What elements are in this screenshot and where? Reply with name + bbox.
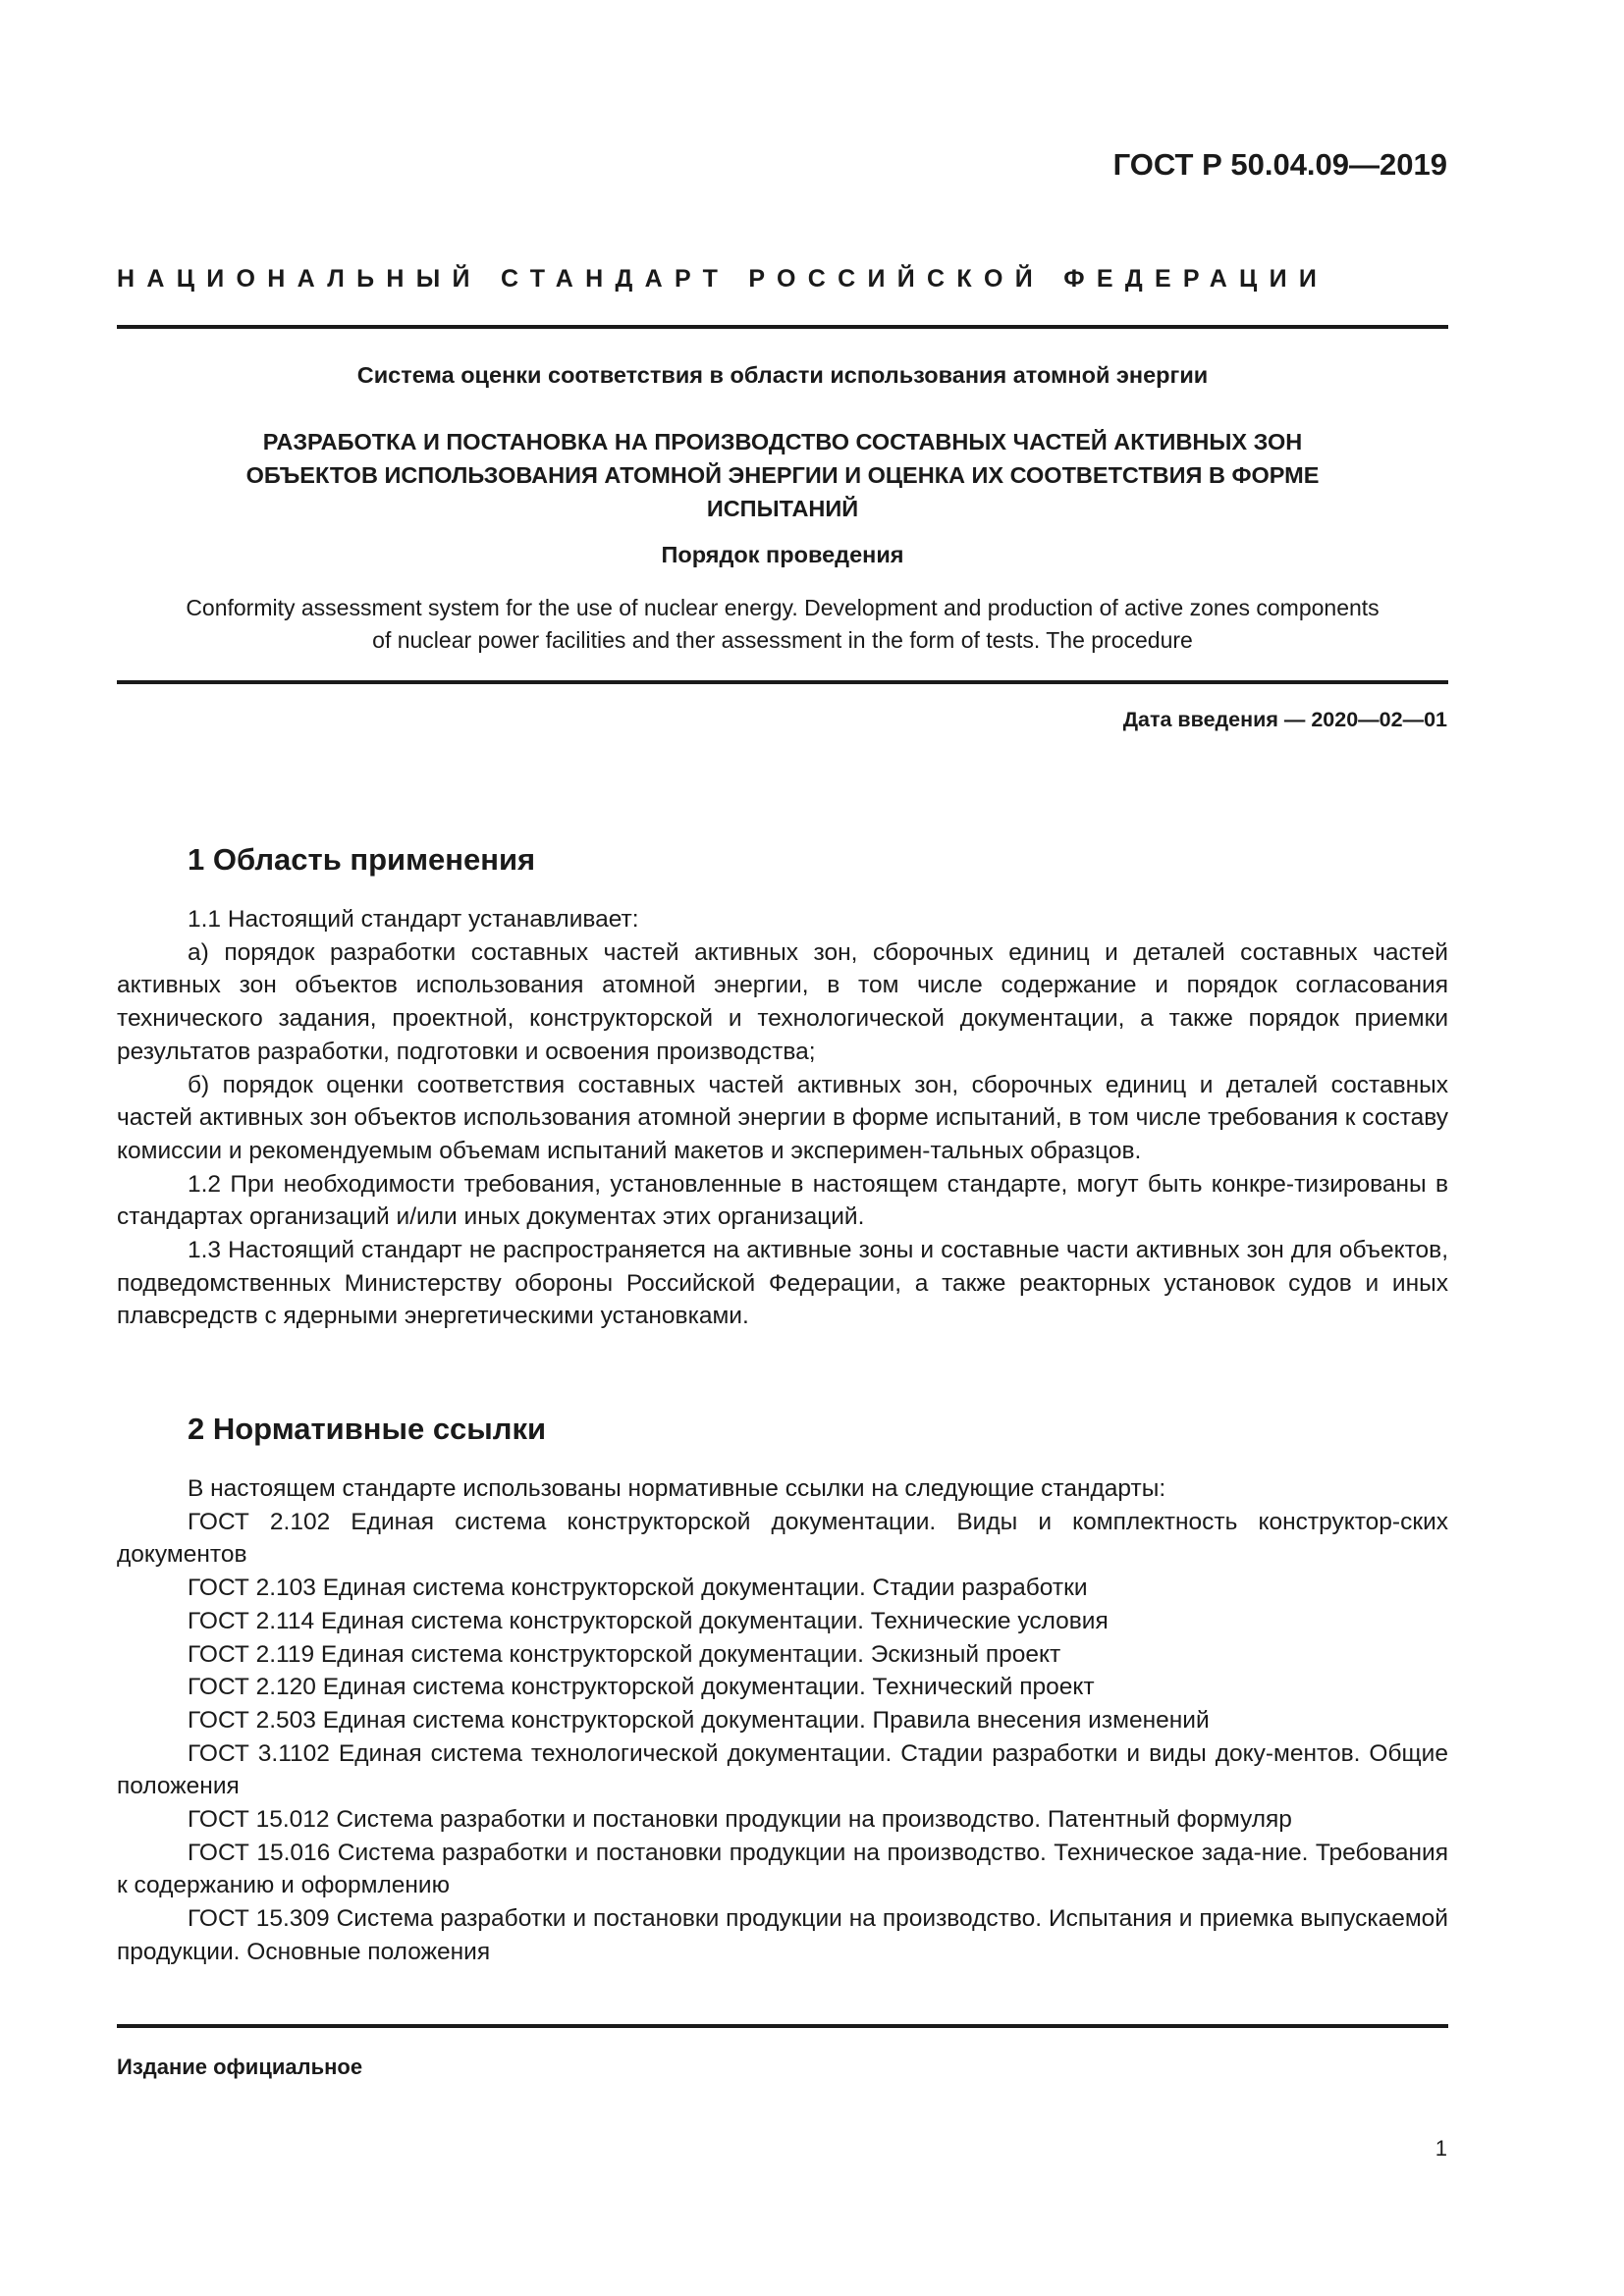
paragraph: 1.1 Настоящий стандарт устанавливает:: [188, 906, 639, 933]
reference-item: ГОСТ 2.120 Единая система конструкторской документации. Технический проект: [188, 1674, 1095, 1701]
system-name: Система оценки соответствия в области использования атомной энергии: [356, 362, 1209, 388]
title-line: ОБЪЕКТОВ ИСПОЛЬЗОВАНИЯ АТОМНОЙ ЭНЕРГИИ И ОЦЕНКА ИХ СООТВЕТСТВИЯ В ФОРМЕ: [245, 462, 1320, 488]
document-subtitle: Порядок проведения: [661, 542, 904, 567]
national-standard-label: НАЦИОНАЛЬНЫЙ СТАНДАРТ РОССИЙСКОЙ ФЕДЕРАЦИИ: [117, 265, 1329, 293]
page-number: 1: [1435, 2136, 1447, 2161]
english-title-line: Conformity assessment system for the use of nuclear energy. Development and production of active zones components: [186, 595, 1380, 620]
header-divider: [117, 325, 1448, 329]
paragraph: а) порядок разработки составных частей активных зон, сборочных единиц и деталей составных частей активных зон объектов использования атомной энергии, в том числе содержание и порядок согласования технического задания, проектной, конструкторской и технологической документации, а также порядок приемки результатов разработки, подготовки и освоения производства;: [117, 938, 1448, 1065]
title-line: РАЗРАБОТКА И ПОСТАНОВКА НА ПРОИЗВОДСТВО СОСТАВНЫХ ЧАСТЕЙ АКТИВНЫХ ЗОН: [262, 429, 1303, 454]
footer-divider: [117, 2024, 1448, 2028]
official-edition-label: Издание официальное: [117, 2055, 363, 2079]
reference-item: ГОСТ 2.503 Единая система конструкторской документации. Правила внесения изменений: [188, 1706, 1210, 1734]
section-2-body: [117, 1472, 1448, 1969]
reference-item: ГОСТ 2.119 Единая система конструкторской документации. Эскизный проект: [188, 1640, 1061, 1668]
document-title: [117, 425, 1448, 525]
title-line: ИСПЫТАНИЙ: [706, 496, 859, 521]
reference-item: ГОСТ 15.309 Система разработки и постановки продукции на производство. Испытания и приемка выпускаемой продукции. Основные положения: [117, 1905, 1448, 1965]
section-1-body: [117, 903, 1448, 1333]
reference-item: ГОСТ 3.1102 Единая система технологической документации. Стадии разработки и виды доку-ментов. Общие положения: [117, 1739, 1448, 1800]
english-title-line: of nuclear power facilities and ther assessment in the form of tests. The procedure: [372, 627, 1193, 653]
reference-item: ГОСТ 15.012 Система разработки и постановки продукции на производство. Патентный формуляр: [188, 1806, 1292, 1834]
paragraph: б) порядок оценки соответствия составных частей активных зон, сборочных единиц и деталей составных частей активных зон объектов использования атомной энергии в форме испытаний, в том числе требования к составу комиссии и рекомендуемым объемам испытаний макетов и эксперимен-тальных образцов.: [117, 1071, 1448, 1164]
english-title: [117, 592, 1448, 657]
paragraph: В настоящем стандарте использованы нормативные ссылки на следующие стандарты:: [188, 1475, 1166, 1502]
paragraph: 1.3 Настоящий стандарт не распространяется на активные зоны и составные части активных зон для объектов, подведомственных Министерству обороны Российской Федерации, а также реакторных установок судов и иных плавсредств с ядерными энергетическими установками.: [117, 1237, 1448, 1330]
section-2-heading: 2 Нормативные ссылки: [188, 1412, 547, 1446]
reference-item: ГОСТ 15.016 Система разработки и постановки продукции на производство. Техническое зада-ние. Требования к содержанию и оформлению: [117, 1839, 1448, 1899]
paragraph: 1.2 При необходимости требования, установленные в настоящем стандарте, могут быть конкре-тизированы в стандартах организаций и/или иных документах этих организаций.: [117, 1170, 1448, 1231]
title-divider: [117, 680, 1448, 684]
standard-designation: ГОСТ Р 50.04.09—2019: [1112, 147, 1447, 182]
reference-item: ГОСТ 2.114 Единая система конструкторской документации. Технические условия: [188, 1607, 1109, 1634]
reference-item: ГОСТ 2.103 Единая система конструкторской документации. Стадии разработки: [188, 1575, 1088, 1602]
section-1-heading: 1 Область применения: [188, 842, 536, 877]
reference-item: ГОСТ 2.102 Единая система конструкторской документации. Виды и комплектность конструктор-ских документов: [117, 1508, 1448, 1569]
introduction-date: Дата введения — 2020—02—01: [1122, 708, 1447, 731]
